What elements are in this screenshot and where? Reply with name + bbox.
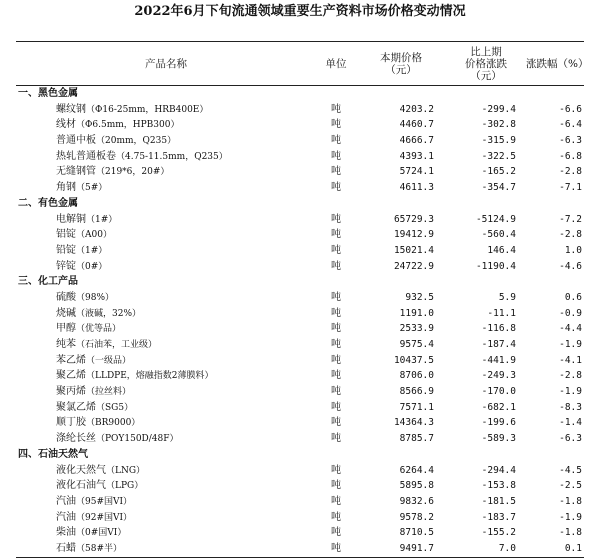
product-name-cell <box>16 510 316 526</box>
price-cell: 1191.0 <box>399 307 434 319</box>
header-change <box>446 42 526 85</box>
table-row <box>16 337 584 353</box>
pct-cell: -1.9 <box>559 386 582 398</box>
header-unit: 单位 <box>325 57 347 70</box>
header-pct: 涨跌幅（%） <box>526 57 589 70</box>
change-cell: -153.8 <box>481 480 516 492</box>
table-row <box>16 321 584 337</box>
empty-cell <box>526 447 584 463</box>
product-name: 普通中板 <box>56 135 96 147</box>
price-cell: 8566.9 <box>399 386 434 398</box>
product-name-cell <box>16 117 316 133</box>
empty-cell <box>356 86 446 102</box>
product-spec: （219*6，20#） <box>96 167 170 178</box>
change-cell: -299.4 <box>481 103 516 115</box>
table-row <box>16 510 584 526</box>
unit-cell: 吨 <box>331 182 341 194</box>
table-row <box>16 133 584 149</box>
price-cell: 9491.7 <box>399 542 434 554</box>
section-name: 一、黑色金属 <box>18 88 78 99</box>
pct-cell: -2.8 <box>559 166 582 178</box>
table-body <box>16 86 584 557</box>
product-spec: （LNG） <box>106 465 146 476</box>
product-name-cell <box>16 415 316 431</box>
change-cell: -116.8 <box>481 323 516 335</box>
table-row <box>16 164 584 180</box>
product-name: 热轧普通板卷 <box>56 150 116 162</box>
table-row <box>16 353 584 369</box>
price-cell: 15021.4 <box>393 244 434 256</box>
change-cell: -441.9 <box>481 354 516 366</box>
pct-cell: 0.1 <box>564 542 582 554</box>
section-name: 二、有色金属 <box>18 197 78 209</box>
product-name-cell <box>16 368 316 384</box>
unit-cell: 吨 <box>331 323 341 335</box>
change-cell: -183.7 <box>481 511 516 523</box>
product-name: 液化天然气 <box>56 464 106 476</box>
product-name-cell <box>16 290 316 306</box>
product-name: 甲醇 <box>56 323 76 335</box>
price-cell: 65729.3 <box>393 213 434 225</box>
price-cell: 4393.1 <box>399 150 434 162</box>
product-spec: （BR9000） <box>86 418 141 429</box>
empty-cell <box>446 86 526 102</box>
unit-cell: 吨 <box>331 307 341 319</box>
price-cell: 6264.4 <box>399 464 434 476</box>
table-row <box>16 384 584 400</box>
table-row <box>16 368 584 384</box>
table-row <box>16 259 584 275</box>
product-spec: （Φ16-25mm，HRB400E） <box>86 104 209 115</box>
product-name-cell <box>16 133 316 149</box>
empty-cell <box>316 196 356 212</box>
unit-cell: 吨 <box>331 386 341 398</box>
product-name-cell <box>16 494 316 510</box>
product-name: 线材 <box>56 119 76 131</box>
pct-cell: -4.4 <box>559 323 582 335</box>
table-row <box>16 180 584 196</box>
product-name-cell <box>16 525 316 541</box>
change-cell: 7.0 <box>498 542 516 554</box>
pct-cell: -6.8 <box>559 150 582 162</box>
table-row <box>16 431 584 447</box>
product-spec: （0#国VI） <box>76 528 127 539</box>
product-name-cell <box>16 337 316 353</box>
empty-cell <box>526 196 584 212</box>
empty-cell <box>356 274 446 290</box>
product-name-cell <box>16 180 316 196</box>
pct-cell: -7.1 <box>559 182 582 194</box>
table-row <box>16 525 584 541</box>
product-spec: （拉丝料） <box>86 387 132 398</box>
product-spec: （58#半） <box>76 543 122 554</box>
table-row <box>16 149 584 165</box>
pct-cell: -2.8 <box>559 229 582 241</box>
unit-cell: 吨 <box>331 150 341 162</box>
header-price-line1: 本期价格 <box>380 51 422 64</box>
product-name: 柴油 <box>56 527 76 539</box>
product-name: 汽油 <box>56 495 76 507</box>
unit-cell: 吨 <box>331 480 341 492</box>
unit-cell: 吨 <box>331 135 341 147</box>
change-cell: -560.4 <box>481 229 516 241</box>
product-name: 螺纹钢 <box>56 103 86 115</box>
empty-cell <box>316 86 356 102</box>
product-name: 苯乙烯 <box>56 354 86 366</box>
product-spec: （20mm，Q235） <box>96 136 177 147</box>
product-spec: （优等品） <box>76 324 122 335</box>
product-name-cell <box>16 212 316 228</box>
table-row <box>16 478 584 494</box>
unit-cell: 吨 <box>331 339 341 350</box>
product-name-cell <box>16 321 316 337</box>
product-name-cell <box>16 227 316 243</box>
pct-cell: -0.9 <box>559 307 582 319</box>
pct-cell: -4.5 <box>559 464 582 476</box>
product-spec: （0#） <box>76 261 108 272</box>
change-cell: -589.3 <box>481 433 516 445</box>
price-cell: 24722.9 <box>393 260 434 272</box>
table-row <box>16 400 584 416</box>
price-cell: 8706.0 <box>399 370 434 382</box>
pct-cell: -8.3 <box>559 401 582 413</box>
unit-cell: 吨 <box>331 119 341 131</box>
price-cell: 9578.2 <box>399 511 434 523</box>
price-cell: 5895.8 <box>399 480 434 492</box>
product-name: 聚乙烯 <box>56 370 86 382</box>
table-row <box>16 243 584 259</box>
unit-cell: 吨 <box>331 401 341 413</box>
price-cell: 14364.3 <box>393 417 434 429</box>
product-name: 聚氯乙烯 <box>56 401 96 413</box>
change-cell: -1190.4 <box>475 260 516 272</box>
header-price <box>356 42 446 85</box>
change-cell: -682.1 <box>481 401 516 413</box>
change-cell: -155.2 <box>481 527 516 539</box>
product-name-cell <box>16 463 316 479</box>
product-name-cell <box>16 478 316 494</box>
product-name: 石蜡 <box>56 542 76 554</box>
change-cell: -249.3 <box>481 370 516 382</box>
product-name: 顺丁胶 <box>56 417 86 429</box>
product-spec: （石油苯，工业级） <box>76 340 158 350</box>
table-row <box>16 212 584 228</box>
pct-cell: 1.0 <box>564 244 582 256</box>
change-cell: -170.0 <box>481 386 516 398</box>
unit-cell: 吨 <box>331 291 341 303</box>
table-row <box>16 306 584 322</box>
table-row <box>16 415 584 431</box>
product-spec: （Φ6.5mm，HPB300） <box>76 120 180 131</box>
empty-cell <box>356 196 446 212</box>
pct-cell: -1.8 <box>559 495 582 507</box>
product-spec: （5#） <box>76 183 108 194</box>
unit-cell: 吨 <box>331 229 341 241</box>
change-cell: -354.7 <box>481 182 516 194</box>
unit-cell: 吨 <box>331 511 341 523</box>
table-row <box>16 102 584 118</box>
unit-cell: 吨 <box>331 464 341 476</box>
section-row <box>16 447 584 463</box>
price-table <box>16 41 589 558</box>
product-name: 汽油 <box>56 511 76 523</box>
product-name: 角钢 <box>56 182 76 194</box>
price-cell: 7571.1 <box>399 401 434 413</box>
price-cell: 5724.1 <box>399 166 434 178</box>
price-cell: 4666.7 <box>399 135 434 147</box>
table-header <box>16 42 589 86</box>
header-price-line2: （元） <box>385 63 417 76</box>
product-name-cell <box>16 164 316 180</box>
product-name: 聚丙烯 <box>56 386 86 398</box>
product-name-cell <box>16 149 316 165</box>
unit-cell: 吨 <box>331 542 341 554</box>
empty-cell <box>446 447 526 463</box>
price-cell: 9575.4 <box>399 339 434 350</box>
unit-cell: 吨 <box>331 495 341 507</box>
unit-cell: 吨 <box>331 244 341 256</box>
product-name: 液化石油气 <box>56 480 106 492</box>
pct-cell: -1.8 <box>559 527 582 539</box>
table-row <box>16 227 584 243</box>
unit-cell: 吨 <box>331 417 341 429</box>
product-name-cell <box>16 353 316 369</box>
unit-cell: 吨 <box>331 213 341 225</box>
empty-cell <box>316 447 356 463</box>
empty-cell <box>356 447 446 463</box>
price-cell: 9832.6 <box>399 495 434 507</box>
product-name-cell <box>16 243 316 259</box>
section-row <box>16 86 584 102</box>
change-cell: -199.6 <box>481 417 516 429</box>
unit-cell: 吨 <box>331 166 341 178</box>
section-name: 四、石油天然气 <box>18 448 88 460</box>
product-name-cell <box>16 102 316 118</box>
product-spec: （1#） <box>86 214 118 225</box>
price-cell: 8710.5 <box>399 527 434 539</box>
pct-cell: -6.3 <box>559 433 582 445</box>
product-spec: （液碱，32%） <box>76 308 142 319</box>
pct-cell: -1.4 <box>559 417 582 429</box>
product-spec: （一级品） <box>86 355 132 366</box>
product-name-cell <box>16 431 316 447</box>
header-change-line1: 比上期 <box>470 45 502 58</box>
pct-cell: -6.3 <box>559 135 582 147</box>
price-cell: 932.5 <box>405 291 434 303</box>
product-spec: （LPG） <box>106 481 144 492</box>
product-name-cell <box>16 541 316 557</box>
change-cell: -187.4 <box>481 339 516 350</box>
product-name-cell <box>16 384 316 400</box>
pct-cell: -1.9 <box>559 339 582 350</box>
table-row <box>16 494 584 510</box>
product-name: 锌锭 <box>56 260 76 272</box>
product-name: 纯苯 <box>56 339 76 350</box>
product-spec: （4.75-11.5mm，Q235） <box>116 151 228 162</box>
price-cell: 8785.7 <box>399 433 434 445</box>
table-row <box>16 541 584 557</box>
pct-cell: 0.6 <box>564 291 582 303</box>
change-cell: -181.5 <box>481 495 516 507</box>
unit-cell: 吨 <box>331 433 341 445</box>
price-cell: 4203.2 <box>399 103 434 115</box>
product-spec: （98%） <box>76 292 115 303</box>
price-cell: 2533.9 <box>399 323 434 335</box>
product-name: 铝锭 <box>56 229 76 241</box>
product-spec: （LLDPE，熔融指数2薄膜料） <box>86 371 214 382</box>
table-row <box>16 463 584 479</box>
product-name-cell <box>16 306 316 322</box>
header-change-line2: 价格涨跌 <box>465 57 507 70</box>
empty-cell <box>316 274 356 290</box>
pct-cell: -6.6 <box>559 103 582 115</box>
section-name: 三、化工产品 <box>18 276 78 288</box>
change-cell: -11.1 <box>487 307 516 319</box>
unit-cell: 吨 <box>331 354 341 366</box>
empty-cell <box>446 274 526 290</box>
product-name: 电解铜 <box>56 213 86 225</box>
empty-cell <box>446 196 526 212</box>
product-spec: （SG5） <box>96 402 134 413</box>
change-cell: -315.9 <box>481 135 516 147</box>
unit-cell: 吨 <box>331 260 341 272</box>
price-cell: 10437.5 <box>393 354 434 366</box>
empty-cell <box>526 86 584 102</box>
pct-cell: -2.5 <box>559 480 582 492</box>
change-cell: -165.2 <box>481 166 516 178</box>
pct-cell: -4.1 <box>559 354 582 366</box>
table-row <box>16 290 584 306</box>
section-row <box>16 274 584 290</box>
table-row <box>16 117 584 133</box>
product-name: 涤纶长丝 <box>56 433 96 445</box>
product-name: 烧碱 <box>56 307 76 319</box>
product-name: 硫酸 <box>56 291 76 303</box>
change-cell: -5124.9 <box>475 213 516 225</box>
price-cell: 19412.9 <box>393 229 434 241</box>
unit-cell: 吨 <box>331 527 341 539</box>
price-cell: 4460.7 <box>399 119 434 131</box>
pct-cell: -4.6 <box>559 260 582 272</box>
change-cell: 146.4 <box>487 244 516 256</box>
product-name-cell <box>16 400 316 416</box>
section-row <box>16 196 584 212</box>
page-title: 2022年6月下旬流通领域重要生产资料市场价格变动情况 <box>134 4 466 19</box>
product-name-cell <box>16 259 316 275</box>
pct-cell: -6.4 <box>559 119 582 131</box>
unit-cell: 吨 <box>331 370 341 382</box>
pct-cell: -7.2 <box>559 213 582 225</box>
product-spec: （A00） <box>76 230 112 241</box>
empty-cell <box>526 274 584 290</box>
price-cell: 4611.3 <box>399 182 434 194</box>
pct-cell: -2.8 <box>559 370 582 382</box>
change-cell: 5.9 <box>498 291 516 303</box>
product-name: 无缝钢管 <box>56 166 96 178</box>
product-spec: （95#国VI） <box>76 496 133 507</box>
change-cell: -322.5 <box>481 150 516 162</box>
change-cell: -302.8 <box>481 119 516 131</box>
header-change-line3: （元） <box>470 69 502 82</box>
unit-cell: 吨 <box>331 103 341 115</box>
header-name: 产品名称 <box>145 57 187 70</box>
pct-cell: -1.9 <box>559 511 582 523</box>
product-spec: （1#） <box>76 245 108 256</box>
product-spec: （POY150D/48F） <box>96 434 179 445</box>
product-name: 铅锭 <box>56 244 76 256</box>
product-spec: （92#国VI） <box>76 512 133 523</box>
change-cell: -294.4 <box>481 464 516 476</box>
